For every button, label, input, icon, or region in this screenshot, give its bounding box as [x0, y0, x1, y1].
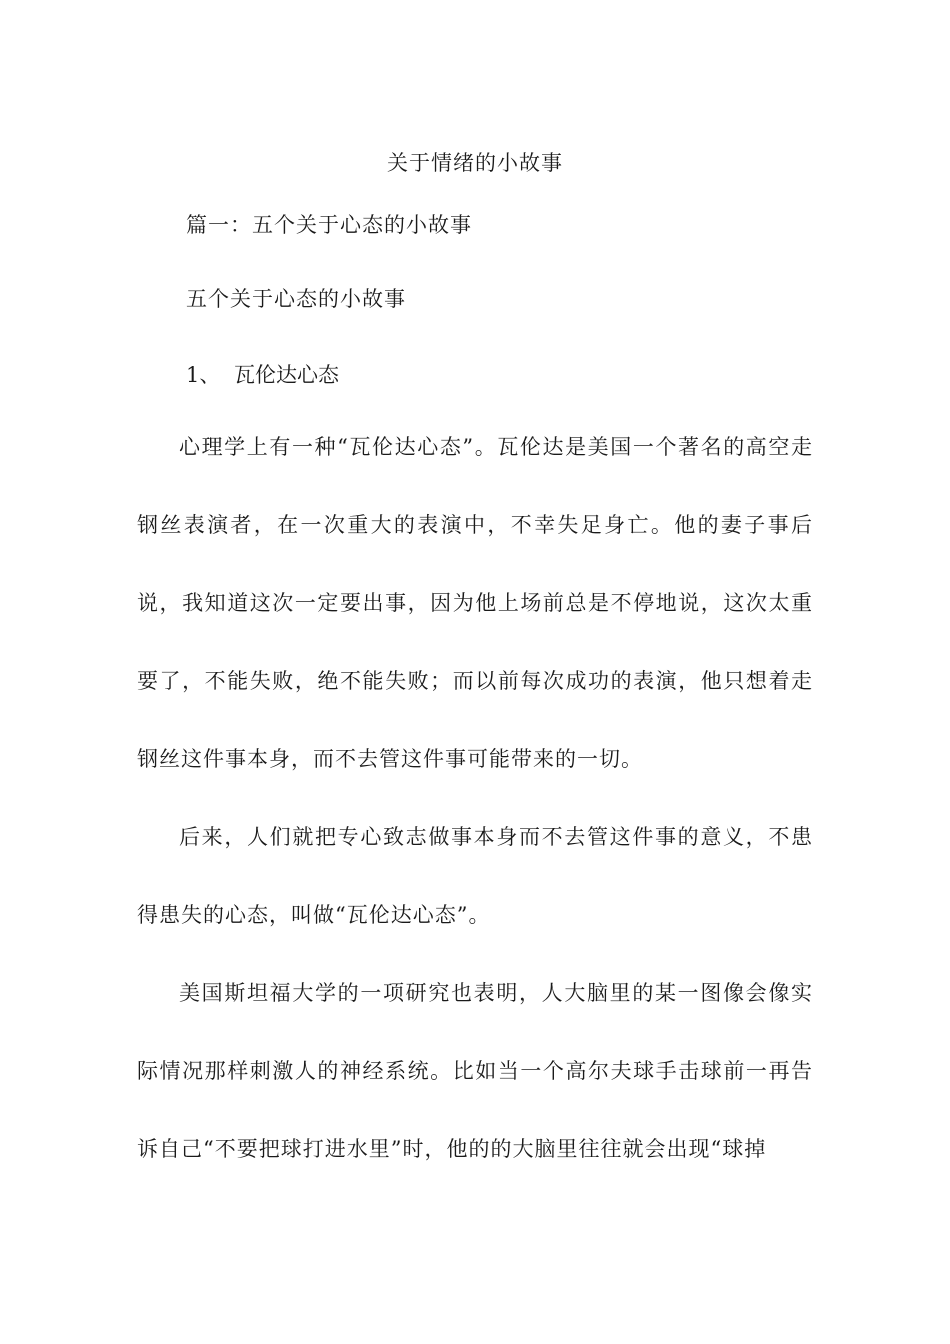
story-heading — [186, 360, 339, 390]
paragraph: 后来，人们就把专心致志做事本身而不去管这件事的意义，不患得患失的心态，叫做“瓦伦达心态”。 — [137, 825, 813, 927]
paragraph: 心理学上有一种“瓦伦达心态”。瓦伦达是美国一个著名的高空走钢丝表演者，在一次重大的表演中，不幸失足身亡。他的妻子事后说，我知道这次一定要出事，因为他上场前总是不停地说，这次太重要了，不能失败，绝不能失败；而以前每次成功的表演，他只想着走钢丝这件事本身，而不去管这件事可能带来的一切。 — [137, 435, 813, 771]
section-subtitle: 五个关于心态的小故事 — [186, 287, 406, 311]
story-title: 瓦伦达心态 — [234, 363, 339, 387]
story-number: 1、 — [186, 363, 221, 387]
document-title: 关于情绪的小故事 — [387, 151, 563, 175]
paragraph: 美国斯坦福大学的一项研究也表明，人大脑里的某一图像会像实际情况那样刺激人的神经系统。比如当一个高尔夫球手击球前一再告诉自己“不要把球打进水里”时，他的的大脑里往往就会出现“球掉 — [137, 981, 813, 1161]
chapter-heading: 篇一：五个关于心态的小故事 — [186, 213, 472, 237]
